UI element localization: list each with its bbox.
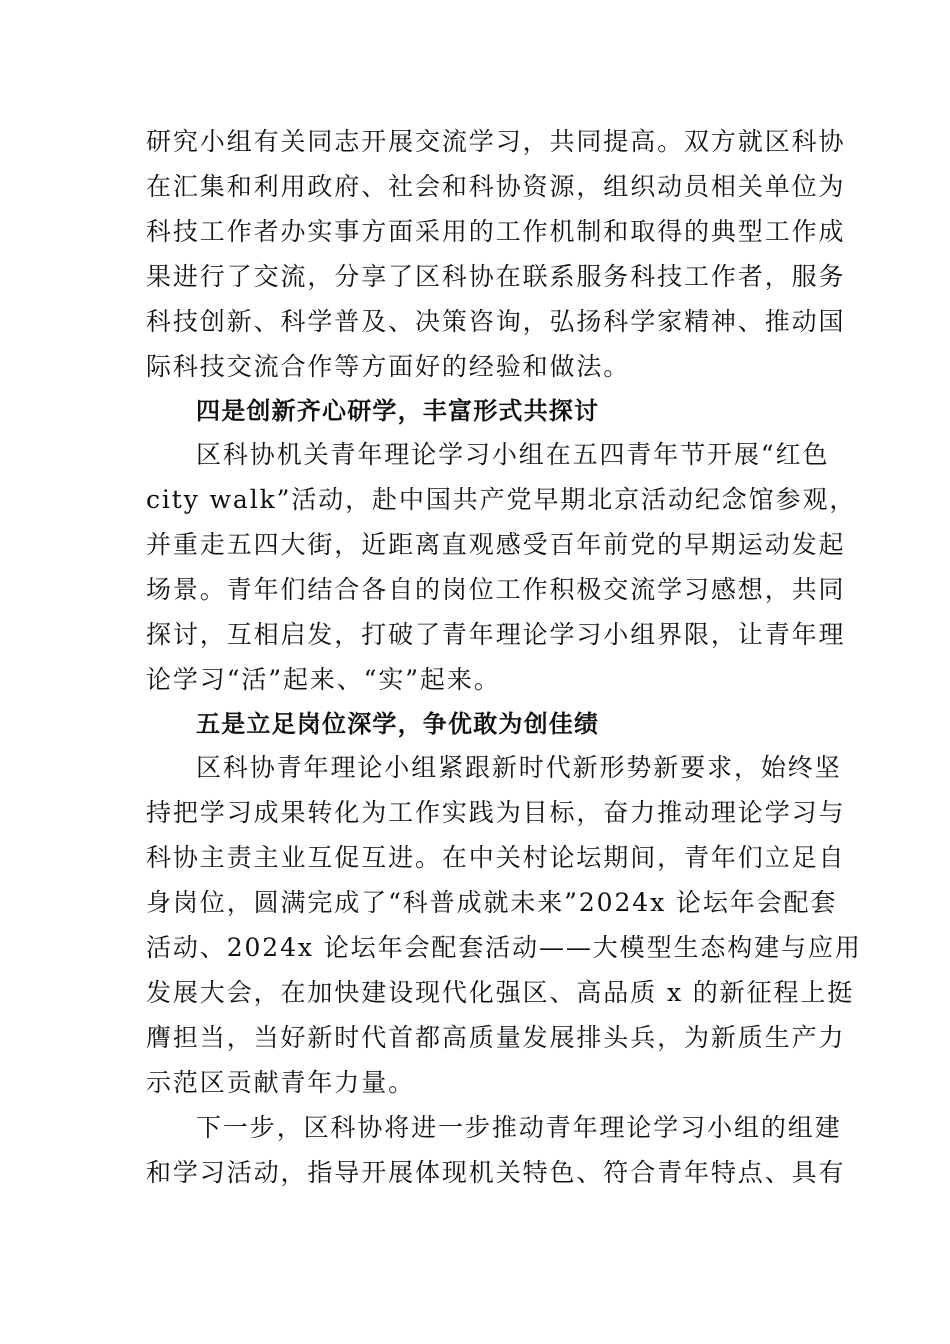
paragraph-line: 科技工作者办实事方面采用的工作机制和取得的典型工作成 xyxy=(146,217,846,246)
section-heading-4: 四是创新齐心研学，丰富形式共探讨 xyxy=(196,397,600,425)
paragraph-line: 和学习活动，指导开展体现机关特色、符合青年特点、具有 xyxy=(146,1158,846,1187)
paragraph-line: 膺担当，当好新时代首都高质量发展排头兵，为新质生产力 xyxy=(146,1023,846,1052)
paragraph-line: 活动、2024x 论坛年会配套活动——大模型生态构建与应用 xyxy=(146,933,862,962)
paragraph-line: 示范区贡献青年力量。 xyxy=(146,1068,416,1097)
paragraph-line: 果进行了交流，分享了区科协在联系服务科技工作者，服务 xyxy=(146,262,846,291)
paragraph-line: city walk”活动，赴中国共产党早期北京活动纪念馆参观， xyxy=(146,485,857,514)
section-heading-5: 五是立足岗位深学，争优敢为创佳绩 xyxy=(196,710,600,738)
paragraph-line: 在汇集和利用政府、社会和科协资源，组织动员相关单位为 xyxy=(146,172,846,201)
paragraph-line: 探讨，互相启发，打破了青年理论学习小组界限，让青年理 xyxy=(146,620,846,649)
paragraph-line: 并重走五四大街，近距离直观感受百年前党的早期运动发起 xyxy=(146,530,846,559)
paragraph-line: 际科技交流合作等方面好的经验和做法。 xyxy=(146,352,631,381)
paragraph-line: 持把学习成果转化为工作实践为目标，奋力推动理论学习与 xyxy=(146,798,846,827)
paragraph-line: 科协主责主业互促互进。在中关村论坛期间，青年们立足自 xyxy=(146,843,846,872)
paragraph-line: 场景。青年们结合各自的岗位工作积极交流学习感想，共同 xyxy=(146,575,846,604)
paragraph-line: 论学习“活”起来、“实”起来。 xyxy=(146,665,501,694)
paragraph-line: 区科协青年理论小组紧跟新时代新形势新要求，始终坚 xyxy=(196,753,842,782)
paragraph-line: 身岗位，圆满完成了“科普成就未来”2024x 论坛年会配套 xyxy=(146,888,838,917)
paragraph-line: 下一步，区科协将进一步推动青年理论学习小组的组建 xyxy=(196,1113,842,1142)
paragraph-line: 发展大会，在加快建设现代化强区、高品质 x 的新征程上挺 xyxy=(146,978,855,1007)
paragraph-line: 研究小组有关同志开展交流学习，共同提高。双方就区科协 xyxy=(146,127,846,156)
paragraph-line: 科技创新、科学普及、决策咨询，弘扬科学家精神、推动国 xyxy=(146,307,846,336)
paragraph-line: 区科协机关青年理论学习小组在五四青年节开展“红色 xyxy=(196,440,830,469)
